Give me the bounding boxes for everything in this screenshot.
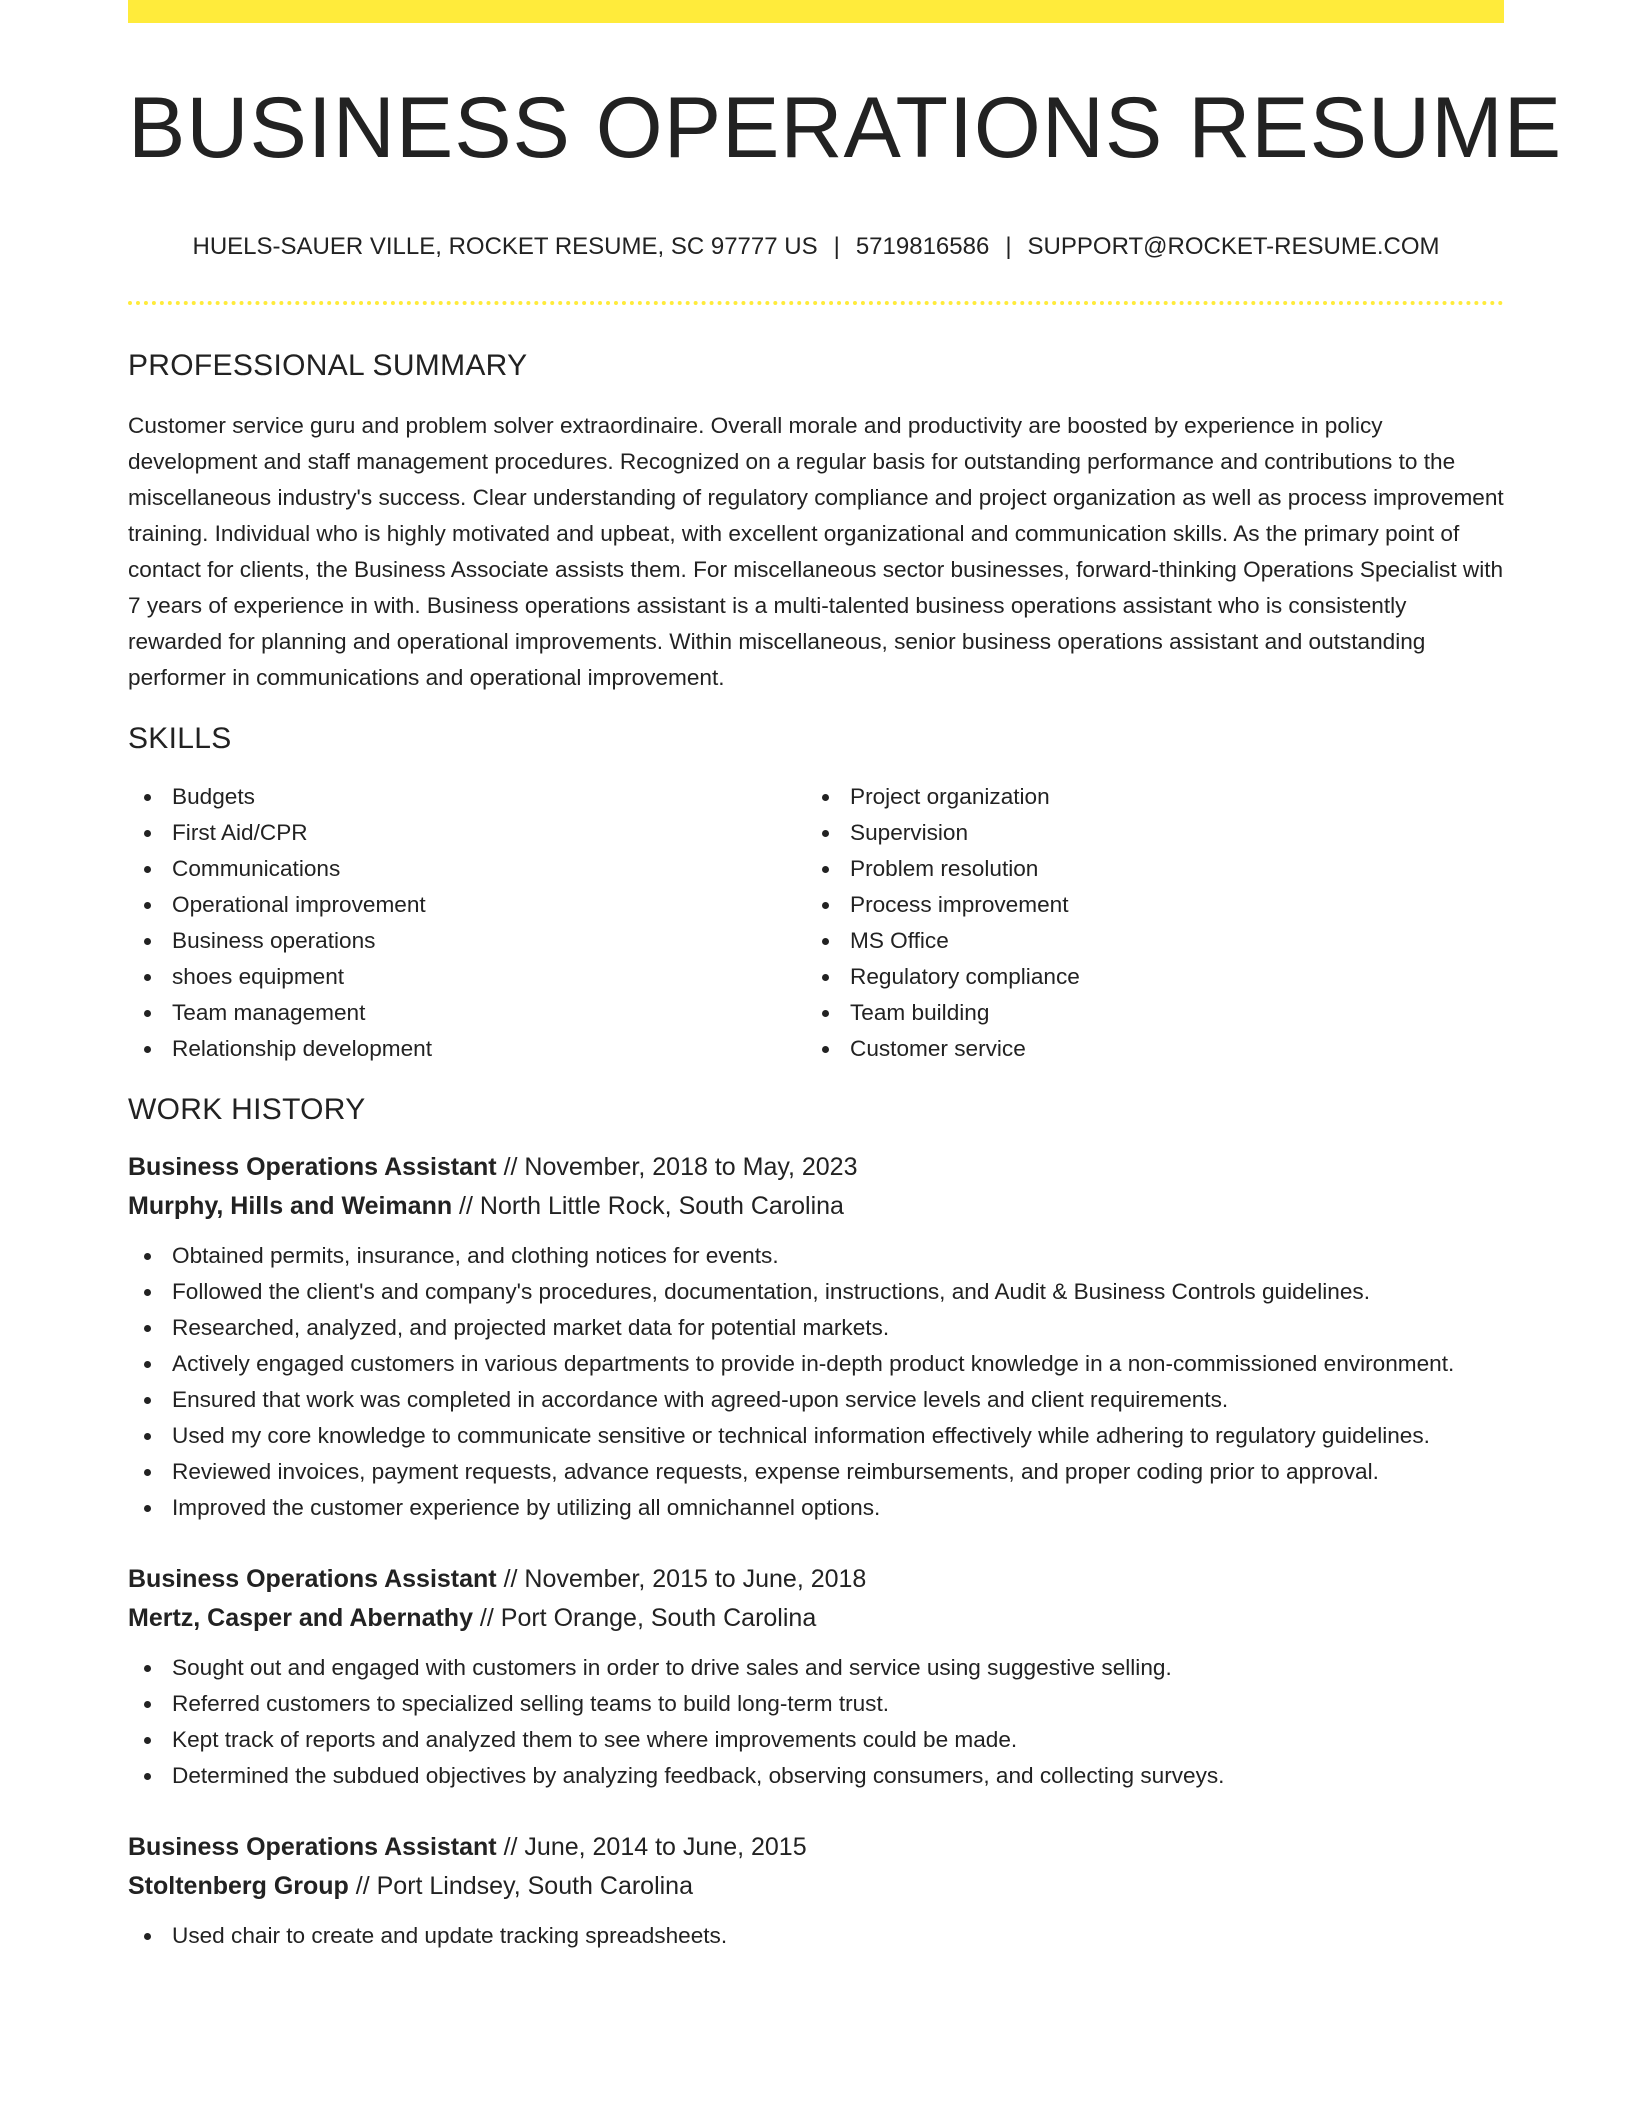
job-duty-item: Used chair to create and update tracking spreadsheets. — [128, 1918, 1504, 1954]
job-company: Murphy, Hills and Weimann — [128, 1191, 453, 1220]
summary-heading: PROFESSIONAL SUMMARY — [128, 348, 528, 382]
job-dates: // June, 2014 to June, 2015 — [496, 1832, 807, 1861]
job-company-line — [128, 1187, 1504, 1226]
work-history-heading: WORK HISTORY — [128, 1092, 366, 1126]
job-duty-item: Improved the customer experience by utilizing all omnichannel options. — [128, 1490, 1504, 1526]
resume-title: BUSINESS OPERATIONS RESUME — [128, 80, 1563, 176]
job-duties — [128, 1918, 1504, 1954]
skills-column-left — [128, 779, 806, 1067]
job-company: Stoltenberg Group — [128, 1871, 349, 1900]
job-location: // Port Orange, South Carolina — [472, 1603, 817, 1632]
contact-line — [128, 233, 1504, 262]
contact-phone: 5719816586 — [855, 233, 990, 260]
job-duty-item: Sought out and engaged with customers in order to drive sales and service using suggestive selling. — [128, 1650, 1504, 1686]
skills-list — [128, 779, 1504, 1067]
job-title: Business Operations Assistant — [128, 1832, 497, 1861]
skill-item: shoes equipment — [128, 959, 806, 995]
skill-item: Budgets — [128, 779, 806, 815]
job-title-line — [128, 1560, 1504, 1599]
skills-heading: SKILLS — [128, 721, 232, 755]
contact-separator: | — [1005, 233, 1012, 260]
skill-item: First Aid/CPR — [128, 815, 806, 851]
skill-item: Project organization — [806, 779, 1484, 815]
job-company-line — [128, 1599, 1504, 1638]
skill-item: Team management — [128, 995, 806, 1031]
skill-item: Team building — [806, 995, 1484, 1031]
job-duty-item: Researched, analyzed, and projected market data for potential markets. — [128, 1310, 1504, 1346]
skill-item: Process improvement — [806, 887, 1484, 923]
job-duty-item: Actively engaged customers in various departments to provide in-depth product knowledge in a non-commissioned environment. — [128, 1346, 1504, 1382]
skill-item: Business operations — [128, 923, 806, 959]
job-title: Business Operations Assistant — [128, 1564, 497, 1593]
job-location: // North Little Rock, South Carolina — [452, 1191, 844, 1220]
job-entry — [128, 1560, 1504, 1794]
job-title-line — [128, 1148, 1504, 1187]
job-dates: // November, 2018 to May, 2023 — [496, 1152, 858, 1181]
job-duty-item: Determined the subdued objectives by analyzing feedback, observing consumers, and collecting surveys. — [128, 1758, 1504, 1794]
job-title: Business Operations Assistant — [128, 1152, 497, 1181]
job-duty-item: Ensured that work was completed in accordance with agreed-upon service levels and client requirements. — [128, 1382, 1504, 1418]
contact-email: SUPPORT@ROCKET-RESUME.COM — [1027, 233, 1440, 260]
job-duty-item: Reviewed invoices, payment requests, advance requests, expense reimbursements, and proper coding prior to approval. — [128, 1454, 1504, 1490]
skill-item: Communications — [128, 851, 806, 887]
job-title-line — [128, 1828, 1504, 1867]
job-company: Mertz, Casper and Abernathy — [128, 1603, 473, 1632]
accent-bar — [128, 0, 1504, 23]
job-duty-item: Referred customers to specialized selling teams to build long-term trust. — [128, 1686, 1504, 1722]
job-entry — [128, 1828, 1504, 1954]
skill-item: MS Office — [806, 923, 1484, 959]
skill-item: Regulatory compliance — [806, 959, 1484, 995]
skill-item: Operational improvement — [128, 887, 806, 923]
skills-column-right — [806, 779, 1484, 1067]
dotted-divider — [128, 301, 1504, 305]
skill-item: Relationship development — [128, 1031, 806, 1067]
job-company-line — [128, 1867, 1504, 1906]
resume-page — [128, 0, 1563, 1954]
skill-item: Problem resolution — [806, 851, 1484, 887]
job-duties — [128, 1238, 1504, 1526]
job-duties — [128, 1650, 1504, 1794]
skill-item: Customer service — [806, 1031, 1484, 1067]
job-location: // Port Lindsey, South Carolina — [348, 1871, 693, 1900]
skill-item: Supervision — [806, 815, 1484, 851]
job-duty-item: Followed the client's and company's procedures, documentation, instructions, and Audit & Business Controls guidelines. — [128, 1274, 1504, 1310]
job-duty-item: Kept track of reports and analyzed them to see where improvements could be made. — [128, 1722, 1504, 1758]
job-dates: // November, 2015 to June, 2018 — [496, 1564, 867, 1593]
job-duty-item: Obtained permits, insurance, and clothing notices for events. — [128, 1238, 1504, 1274]
job-duty-item: Used my core knowledge to communicate sensitive or technical information effectively while adhering to regulatory guidelines. — [128, 1418, 1504, 1454]
job-entry — [128, 1148, 1504, 1526]
contact-address: HUELS-SAUER VILLE, ROCKET RESUME, SC 97777 US — [192, 233, 818, 260]
contact-separator: | — [833, 233, 840, 260]
summary-text: Customer service guru and problem solver extraordinaire. Overall morale and productivity are boosted by experience in policy development and staff management procedures. Recognized on a regular basis for outstanding performance and contributions to the miscellaneous industry's success. Clear understanding of regulatory compliance and project organization as well as process improvement training. Individual who is highly motivated and upbeat, with excellent organizational and communication skills. As the primary point of contact for clients, the Business Associate assists them. For miscellaneous sector businesses, forward-thinking Operations Specialist with 7 years of experience in with. Business operations assistant is a multi-talented business operations assistant who is consistently rewarded for planning and operational improvements. Within miscellaneous, senior business operations assistant and outstanding performer in communications and operational improvement. — [128, 412, 1504, 690]
